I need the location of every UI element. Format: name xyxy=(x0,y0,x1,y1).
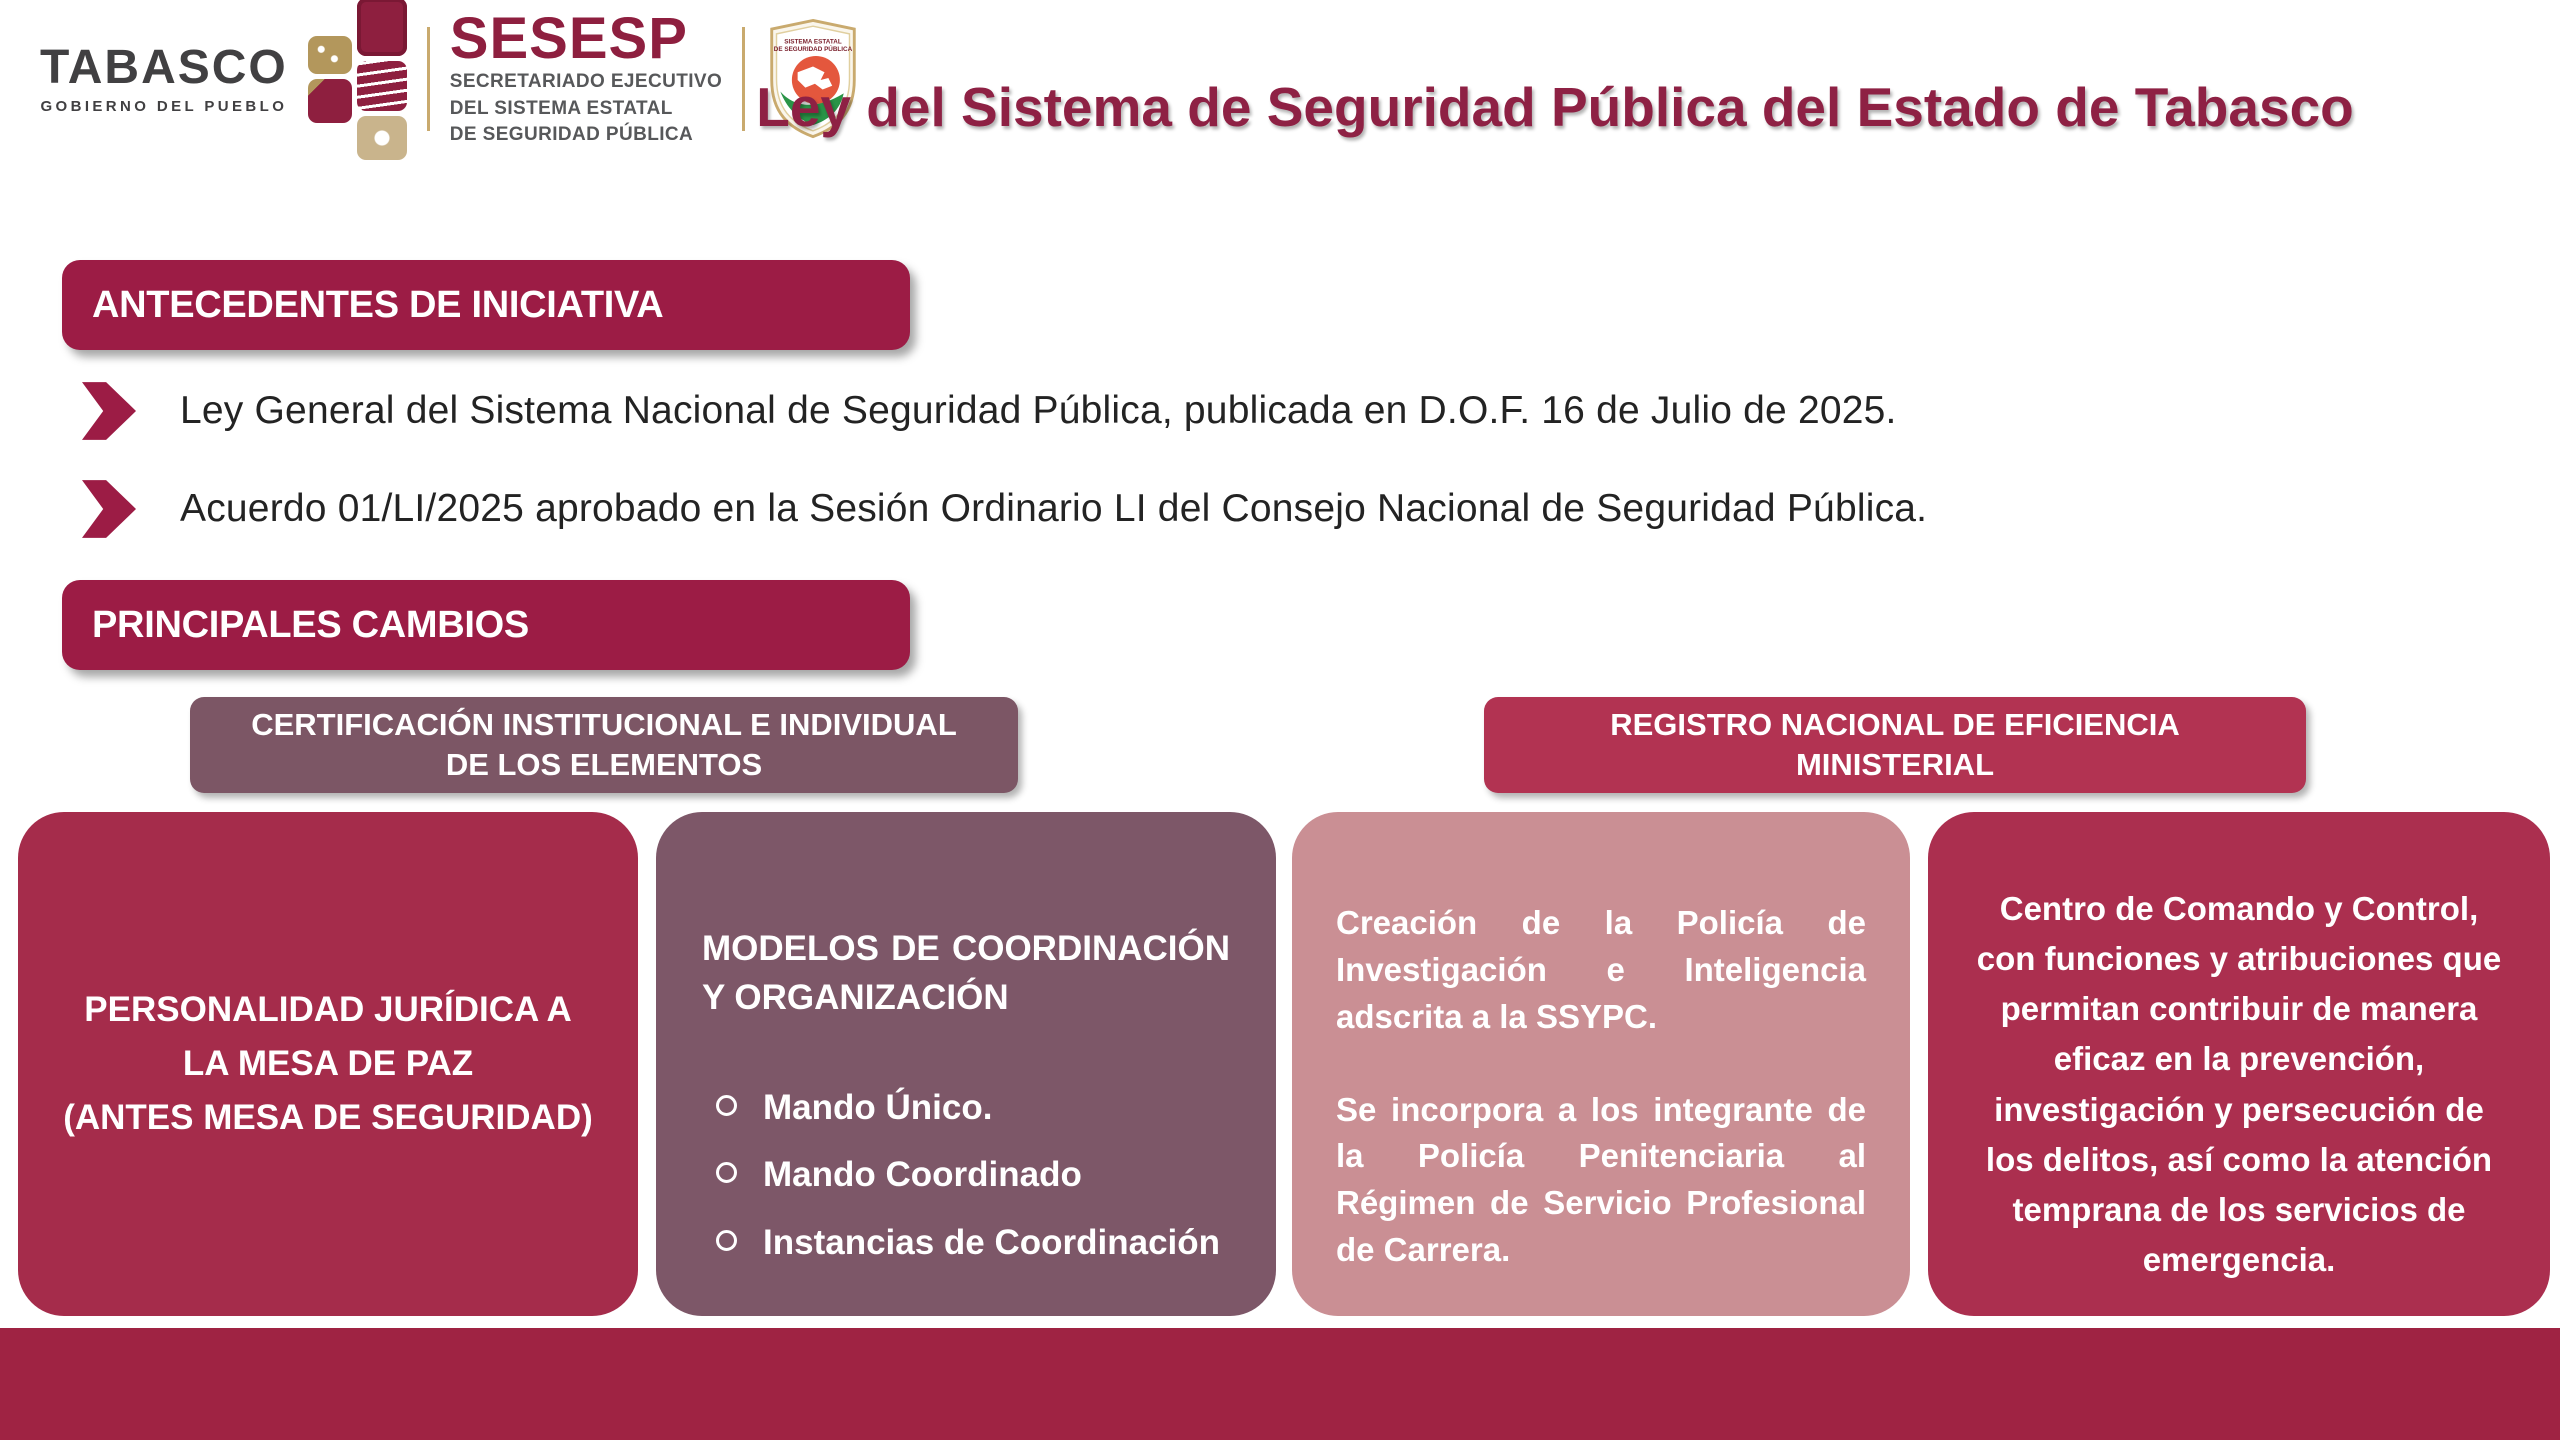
shield-caption-line2: DE SEGURIDAD PÚBLICA xyxy=(773,46,853,54)
card-line: (ANTES MESA DE SEGURIDAD) xyxy=(63,1098,593,1138)
brand-divider xyxy=(427,27,430,131)
glyph-flower-icon xyxy=(357,116,407,160)
list-item xyxy=(82,380,1927,442)
tabasco-wordmark: TABASCO xyxy=(40,40,288,94)
card-line: LA MESA DE PAZ xyxy=(182,1043,474,1083)
card-policia-investigacion xyxy=(1292,812,1910,1316)
list-item-text: Mando Coordinado xyxy=(763,1155,1082,1195)
page-title: Ley del Sistema de Seguridad Pública del Estado de Tabasco xyxy=(756,75,2354,138)
card-personalidad-juridica xyxy=(18,812,638,1316)
card-line: PERSONALIDAD JURÍDICA A xyxy=(84,989,572,1029)
sesesp-subtitle-line: SECRETARIADO EJECUTIVO xyxy=(449,70,723,92)
sesesp-subtitle-line: DEL SISTEMA ESTATAL xyxy=(449,97,673,119)
tabasco-subtitle: GOBIERNO DEL PUEBLO xyxy=(40,97,288,115)
circle-bullet-icon xyxy=(716,1095,737,1116)
card-paragraph: Se incorpora a los integrante de la Policía Penitenciaria al Régimen de Servicio Profesional de Carrera. xyxy=(1336,1090,1866,1269)
antecedentes-bullet-list xyxy=(82,380,1927,576)
list-item xyxy=(716,1084,1230,1131)
card-paragraph: Centro de Comando y Control, con funciones y atribuciones que permitan contribuir de manera eficaz en la prevención, investigación y persecución de los delitos, así como la atención temprana de los servicios de emergencia. xyxy=(1976,890,2502,1279)
chevron-bullet-icon xyxy=(82,381,136,441)
list-item xyxy=(716,1219,1230,1266)
list-item xyxy=(82,478,1927,540)
chevron-bullet-icon xyxy=(82,479,136,539)
tabasco-logo xyxy=(40,40,288,115)
card-paragraph: Creación de la Policía de Investigación e Inteligencia adscrita a la SSYPC. xyxy=(1336,904,1866,1035)
glyph-waves-icon xyxy=(357,61,407,111)
circle-bullet-icon xyxy=(716,1162,737,1183)
certificacion-pill: CERTIFICACIÓN INSTITUCIONAL E INDIVIDUAL DE LOS ELEMENTOS xyxy=(190,697,1018,793)
card-modelos-coordinacion xyxy=(656,812,1276,1316)
circle-bullet-icon xyxy=(716,1230,737,1251)
sesesp-acronym: SESESP xyxy=(449,5,688,71)
list-item-text: Instancias de Coordinación xyxy=(763,1222,1221,1262)
mosaic-column xyxy=(357,0,407,160)
antecedentes-banner: ANTECEDENTES DE INICIATIVA xyxy=(62,260,910,350)
glyph-pyramid-icon xyxy=(308,79,352,123)
card-heading: MODELOS DE COORDINACIÓN Y ORGANIZACIÓN xyxy=(702,929,1230,1017)
shield-caption-line1: SISTEMA ESTATAL xyxy=(784,38,842,46)
glyph-dots-icon xyxy=(308,36,352,74)
list-item-text: Mando Único. xyxy=(763,1088,993,1127)
principales-cambios-banner: PRINCIPALES CAMBIOS xyxy=(62,580,910,670)
tabasco-glyph-mosaic-icon xyxy=(308,0,407,160)
sesesp-subtitle-line: DE SEGURIDAD PÚBLICA xyxy=(449,124,694,146)
card-centro-comando-control xyxy=(1928,812,2550,1316)
bullet-text: Acuerdo 01/LI/2025 aprobado en la Sesión Ordinario LI del Consejo Nacional de Seguridad Pública. xyxy=(180,487,1928,530)
footer-bar xyxy=(0,1328,2560,1440)
mosaic-column xyxy=(308,0,352,160)
list-item xyxy=(716,1151,1230,1198)
glyph-face-icon xyxy=(357,0,407,56)
registro-pill: REGISTRO NACIONAL DE EFICIENCIA MINISTERIAL xyxy=(1484,697,2306,793)
card-list xyxy=(702,1084,1230,1266)
bullet-text: Ley General del Sistema Nacional de Seguridad Pública, publicada en D.O.F. 16 de Julio de 2025. xyxy=(180,389,1897,432)
